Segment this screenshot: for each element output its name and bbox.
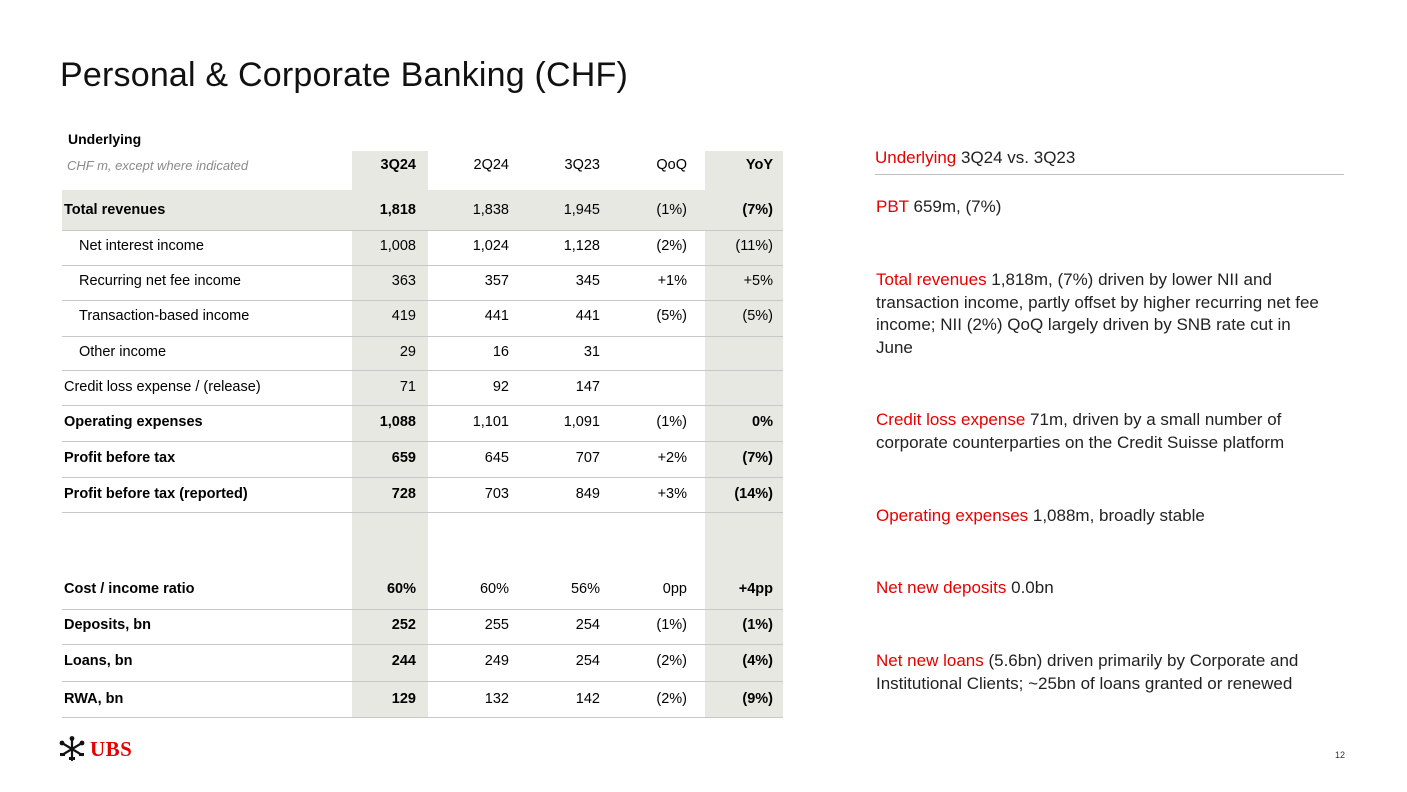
table-cell: +5% [743, 273, 773, 289]
table-cell: 363 [391, 273, 416, 289]
row-label: Total revenues [64, 202, 166, 218]
table-cell: 31 [583, 344, 600, 360]
table-cell: 16 [492, 344, 509, 360]
table-row [62, 379, 783, 406]
row-label: RWA, bn [64, 691, 124, 707]
table-cell: 1,024 [472, 238, 509, 254]
commentary-item-highlight: PBT [876, 197, 909, 216]
table-row [62, 308, 783, 337]
table-cell: 645 [484, 450, 509, 466]
commentary-item [876, 505, 1346, 528]
table-cell: (1%) [742, 617, 773, 633]
table-cell: 255 [484, 617, 509, 633]
row-label: Recurring net fee income [79, 273, 241, 289]
commentary-item-text: 1,088m, broadly stable [1028, 506, 1205, 525]
table-cell: (2%) [656, 238, 687, 254]
commentary-item-highlight: Operating expenses [876, 506, 1029, 525]
table-cell: 707 [575, 450, 600, 466]
table-row [62, 691, 783, 718]
table-cell: 92 [492, 379, 509, 395]
row-label: Other income [79, 344, 167, 360]
table-cell: 1,088 [379, 414, 416, 430]
commentary-item-highlight: Net new loans [876, 651, 984, 670]
table-cell: 254 [575, 653, 600, 669]
commentary-item-highlight: Credit loss expense [876, 410, 1026, 429]
table-cell: +1% [657, 273, 687, 289]
table-cell: 29 [399, 344, 416, 360]
table-cell: (2%) [656, 691, 687, 707]
table-cell: 0% [752, 414, 773, 430]
row-label: Profit before tax (reported) [64, 486, 248, 502]
table-row [62, 202, 783, 231]
row-label: Deposits, bn [64, 617, 152, 633]
table-cell: 441 [484, 308, 509, 324]
commentary-item [876, 409, 1326, 454]
financial-table [62, 0, 783, 792]
table-cell: (14%) [734, 486, 773, 502]
table-cell: 254 [575, 617, 600, 633]
table-cell: +4pp [738, 581, 773, 597]
table-cell: +3% [657, 486, 687, 502]
table-cell: (2%) [656, 653, 687, 669]
commentary-item-text: 659m, (7%) [908, 197, 1002, 216]
table-cell: (1%) [656, 617, 687, 633]
commentary-header-highlight: Underlying [875, 148, 957, 167]
table-cell: 703 [484, 486, 509, 502]
column-header: 2Q24 [473, 157, 509, 173]
row-label: Net interest income [79, 238, 204, 254]
row-label: Transaction-based income [79, 308, 250, 324]
table-cell: 60% [386, 581, 416, 597]
table-row [62, 617, 783, 645]
row-label: Cost / income ratio [64, 581, 195, 597]
table-row [62, 273, 783, 301]
table-cell: (7%) [742, 202, 773, 218]
page-number: 12 [1335, 750, 1346, 760]
commentary-item-text: 71m, driven by a small number of corporate counterparties on the Credit Suisse platform [876, 410, 1285, 452]
table-cell: 441 [575, 308, 600, 324]
table-row [62, 344, 783, 371]
table-row [62, 653, 783, 682]
table-cell: 728 [391, 486, 416, 502]
commentary-item [876, 650, 1331, 695]
table-row [62, 414, 783, 442]
table-cell: 0pp [662, 581, 687, 597]
table-cell: 71 [399, 379, 416, 395]
table-cell: 1,008 [379, 238, 416, 254]
table-cell: 1,945 [563, 202, 600, 218]
table-cell: 1,818 [379, 202, 416, 218]
commentary-item [876, 196, 1346, 219]
table-section-label: Underlying [68, 131, 142, 147]
commentary-item-text: (5.6bn) driven primarily by Corporate and Institutional Clients; ~25bn of loans granted or renewed [876, 651, 1299, 693]
table-cell: 419 [391, 308, 416, 324]
table-cell: 142 [575, 691, 600, 707]
table-cell: 357 [484, 273, 509, 289]
table-cell: 849 [575, 486, 600, 502]
commentary-item-text: 1,818m, (7%) driven by lower NII and transaction income, partly offset by higher recurring net fee income; NII (2%) QoQ largely driven by SNB rate cut in June [876, 270, 1319, 357]
page-title: Personal & Corporate Banking (CHF) [60, 56, 629, 94]
table-cell: 249 [484, 653, 509, 669]
table-cell: 56% [570, 581, 600, 597]
table-cell: 244 [391, 653, 416, 669]
table-cell: 345 [575, 273, 600, 289]
row-label: Operating expenses [64, 414, 203, 430]
table-cell: 1,838 [472, 202, 509, 218]
table-cell: (1%) [656, 202, 687, 218]
table-cell: 1,101 [472, 414, 509, 430]
commentary-item-text: 0.0bn [1006, 578, 1054, 597]
table-cell: (5%) [656, 308, 687, 324]
table-cell: (9%) [742, 691, 773, 707]
table-cell: (1%) [656, 414, 687, 430]
column-header: QoQ [656, 157, 687, 173]
row-label: Loans, bn [64, 653, 133, 669]
table-row [62, 450, 783, 478]
table-cell: (5%) [742, 308, 773, 324]
ubs-logo [58, 735, 132, 763]
table-cell: 129 [391, 691, 416, 707]
table-cell: (11%) [735, 238, 773, 254]
table-cell: 659 [391, 450, 416, 466]
row-label: Profit before tax [64, 450, 176, 466]
table-cell: +2% [657, 450, 687, 466]
row-label: Credit loss expense / (release) [64, 379, 261, 395]
keys-icon [58, 735, 86, 763]
table-cell: (4%) [742, 653, 773, 669]
table-cell: 60% [479, 581, 509, 597]
table-cell: 147 [575, 379, 600, 395]
commentary-item-highlight: Total revenues [876, 270, 987, 289]
table-cell: (7%) [742, 450, 773, 466]
commentary-item [876, 269, 1326, 359]
column-header: 3Q23 [564, 157, 600, 173]
table-row [62, 581, 783, 610]
table-row [62, 238, 783, 266]
table-cell: 1,091 [563, 414, 600, 430]
column-header: 3Q24 [380, 157, 416, 173]
commentary-item-highlight: Net new deposits [876, 578, 1007, 597]
table-cell: 252 [391, 617, 416, 633]
logo-wordmark: UBS [90, 736, 133, 761]
table-cell: 1,128 [563, 238, 600, 254]
column-header: YoY [745, 157, 773, 173]
commentary-item [876, 577, 1346, 600]
table-cell: 132 [484, 691, 509, 707]
commentary-header-text: 3Q24 vs. 3Q23 [956, 148, 1076, 167]
table-row [62, 486, 783, 513]
unit-label: CHF m, except where indicated [67, 158, 249, 173]
commentary-header [875, 147, 1344, 175]
